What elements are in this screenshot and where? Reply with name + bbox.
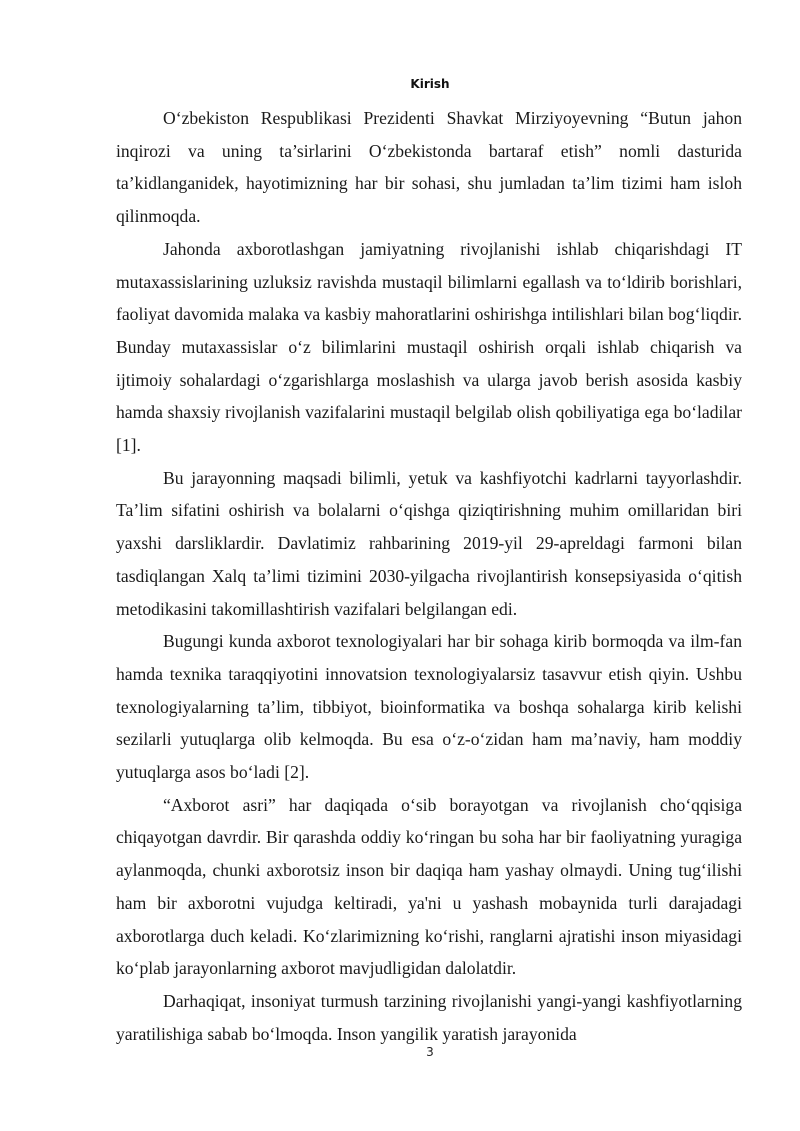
paragraph-3: Bu jarayonning maqsadi bilimli, yetuk va kashfiyotchi kadrlarni tayyorlashdir. Ta’lim sifatini oshirish va bolalarni o‘qishga qiziqtirishning muhim omillaridan biri yaxshi darsliklardir. Davlatimiz rahbarining 2019-yil 29-apreldagi farmoni bilan tasdiqlangan Xalq ta’limi tizimini 2030-yilgacha rivojlantirish konsepsiyasida o‘qitish metodikasini takomillashtirish vazifalari belgilangan edi. [116,467,742,619]
body-text [116,102,742,1050]
paragraph-1: O‘zbekiston Respublikasi Prezidenti Shavkat Mirziyoyevning “Butun jahon inqirozi va uning ta’sirlarini O‘zbekistonda bartaraf etish” nomli dasturida ta’kidlanganidek, hayotimizning har bir sohasi, shu jumladan ta’lim tizimi ham isloh qilinmoqda. [116,108,742,227]
section-heading: Kirish [410,77,450,91]
paragraph-4: Bugungi kunda axborot texnologiyalari har bir sohaga kirib bormoqda va ilm-fan hamda texnika taraqqiyotini innovatsion texnologiyalarsiz tasavvur etish qiyin. Ushbu texnologiyalarning ta’lim, tibbiyot, bioinformatika va boshqa sohalarga kirib kelishi sezilarli yutuqlarga olib kelmoqda. Bu esa o‘z-o‘zidan ham ma’naviy, ham moddiy yutuqlarga asos bo‘ladi [2]. [116,631,742,783]
page-number: 3 [426,1045,434,1059]
paragraph-6: Darhaqiqat, insoniyat turmush tarzining rivojlanishi yangi-yangi kashfiyotlarning yaratilishiga sabab bo‘lmoqda. Inson yangilik yaratish jarayonida [116,990,742,1044]
paragraph-5: “Axborot asri” har daqiqada o‘sib borayotgan va rivojlanish cho‘qqisiga chiqayotgan davrdir. Bir qarashda oddiy ko‘ringan bu soha har bir faoliyatning yuragiga aylanmoqda, chunki axborotsiz inson bir daqiqa ham yashay olmaydi. Uning tug‘ilishi ham bir axborotni vujudga keltiradi, ya'ni u yashash mobaynida turli darajadagi axborotlarga duch keladi. Ko‘zlarimizning ko‘rishi, ranglarni ajratishi inson miyasidagi ko‘plab jarayonlarning axborot mavjudligidan dalolatdir. [116,794,742,979]
paragraph-2: Jahonda axborotlashgan jamiyatning rivojlanishi ishlab chiqarishdagi IT mutaxassislarining uzluksiz ravishda mustaqil bilimlarni egallash va to‘ldirib borishlari, faoliyat davomida malaka va kasbiy mahoratlarini oshirishga intilishlari bilan bog‘liqdir. Bunday mutaxassislar o‘z bilimlarini mustaqil oshirish orqali ishlab chiqarish va ijtimoiy sohalardagi o‘zgarishlarga moslashish va ularga javob berish asosida kasbiy hamda shaxsiy rivojlanish vazifalarini mustaqil belgilab olish qobiliyatiga ega bo‘ladilar [1]. [116,238,742,456]
